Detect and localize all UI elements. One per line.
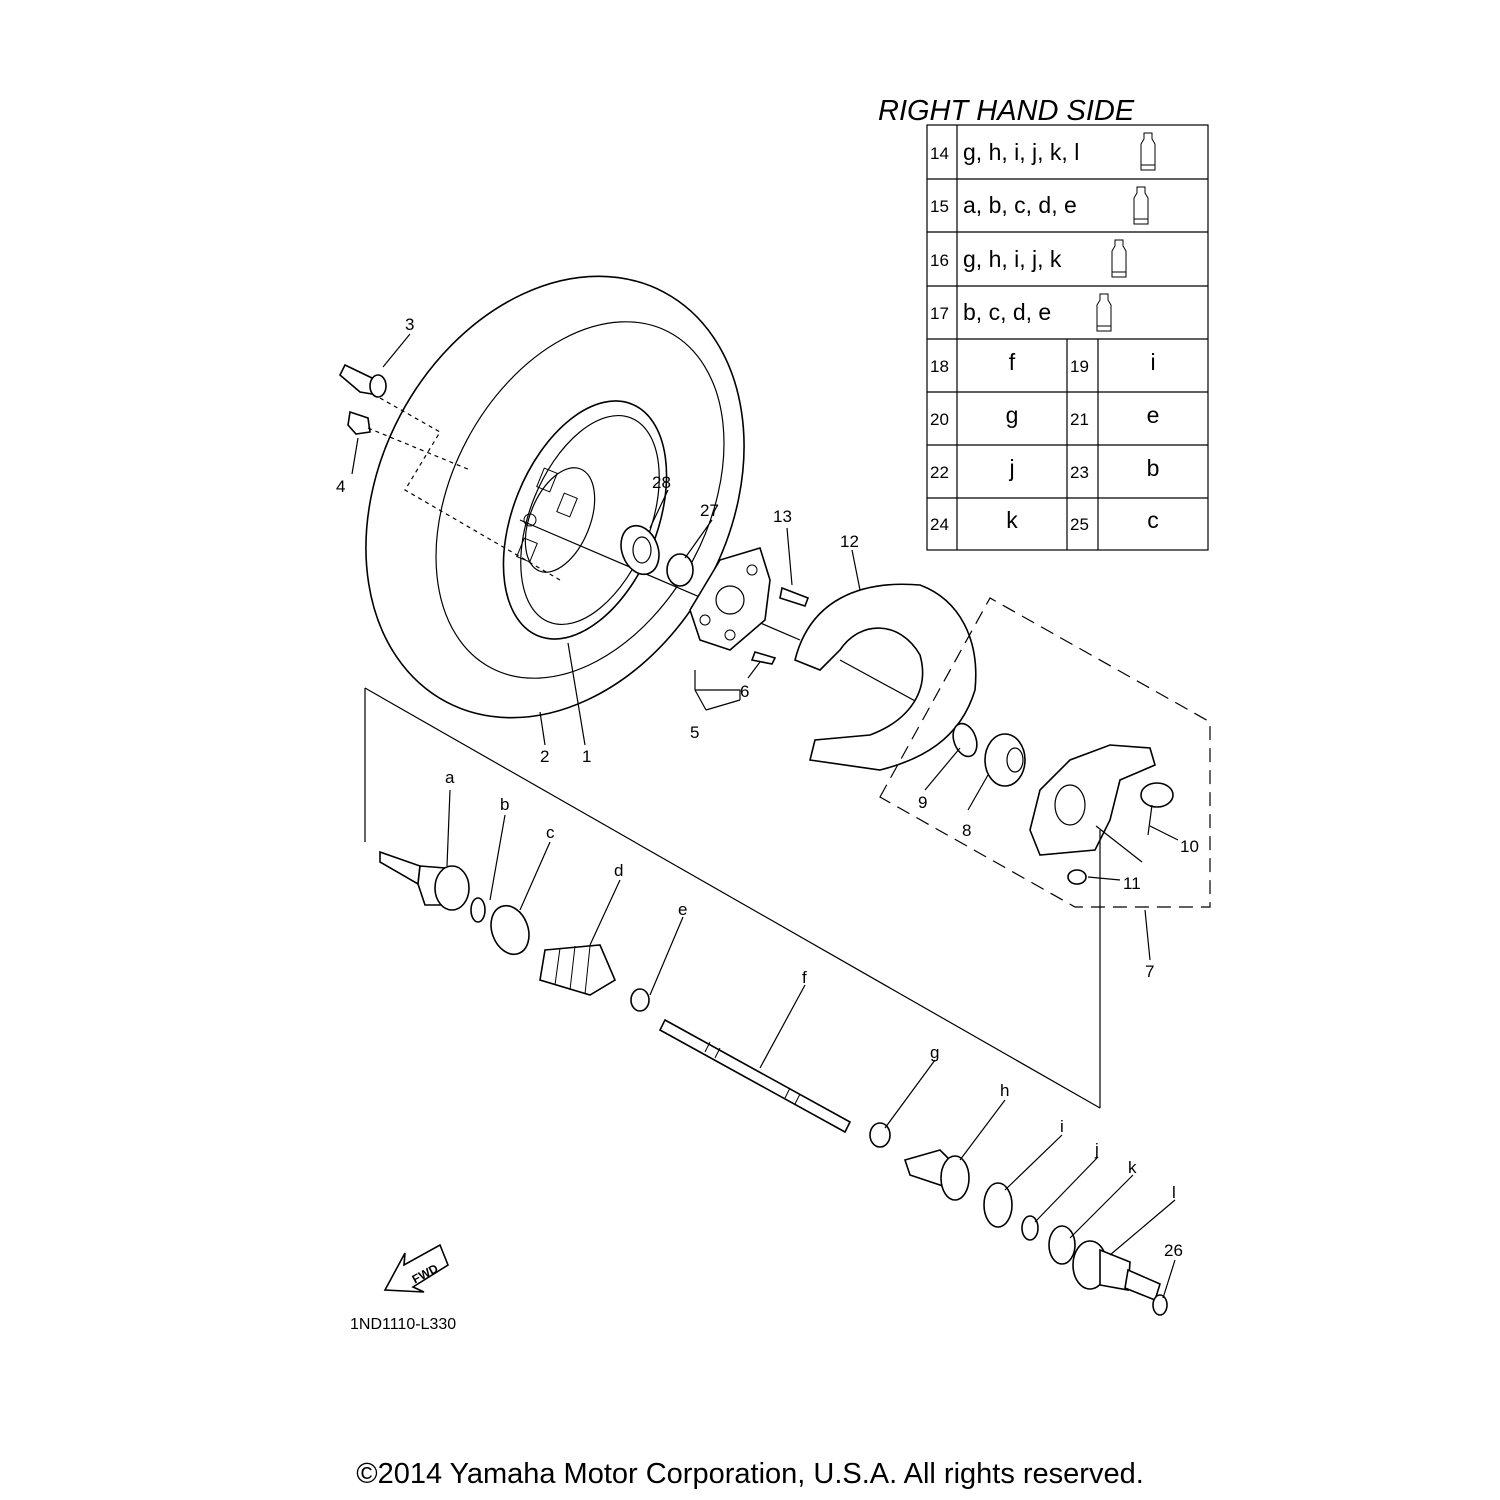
circlip-j bbox=[1022, 1216, 1038, 1240]
callout-d: d bbox=[614, 861, 624, 880]
bolt-6 bbox=[752, 652, 775, 664]
callout-6: 6 bbox=[740, 682, 750, 701]
callout-1: 1 bbox=[582, 747, 592, 766]
callout-27: 27 bbox=[700, 501, 719, 520]
row-value-left: f bbox=[1008, 349, 1016, 375]
joint-a bbox=[380, 852, 469, 910]
boot-d bbox=[540, 945, 615, 995]
circlip-11 bbox=[1068, 870, 1086, 884]
shaft-f bbox=[660, 1020, 850, 1132]
ball-joint-10 bbox=[1141, 783, 1173, 835]
valve-nut bbox=[348, 412, 370, 434]
collar-27 bbox=[667, 554, 693, 586]
callout-b: b bbox=[500, 795, 510, 814]
callout-26: 26 bbox=[1164, 1241, 1183, 1260]
table-row-14 bbox=[930, 133, 1155, 170]
callout-h: h bbox=[1000, 1081, 1010, 1100]
row-number-right: 19 bbox=[1070, 357, 1089, 376]
row-number-right: 25 bbox=[1070, 515, 1089, 534]
row-number: 15 bbox=[930, 197, 949, 216]
bolt-13 bbox=[780, 588, 808, 606]
table-row-22-23 bbox=[930, 455, 1159, 482]
callout-j: j bbox=[1095, 1140, 1099, 1159]
valve-stem bbox=[340, 365, 386, 397]
row-parts: g, h, i, j, k, l bbox=[963, 139, 1080, 165]
callout-10: 10 bbox=[1180, 837, 1199, 856]
diagram-code: 1ND1110-L330 bbox=[350, 1316, 457, 1333]
callout-5: 5 bbox=[690, 723, 700, 742]
grease-tube-icon bbox=[1141, 133, 1155, 170]
band-g bbox=[870, 1123, 890, 1147]
row-parts: a, b, c, d, e bbox=[963, 192, 1077, 218]
row-value-right: e bbox=[1146, 402, 1160, 428]
bearing-8 bbox=[985, 734, 1025, 786]
row-number: 16 bbox=[930, 251, 949, 270]
row-value-left: g bbox=[1005, 402, 1019, 428]
fwd-arrow bbox=[385, 1245, 448, 1292]
row-number-left: 18 bbox=[930, 357, 949, 376]
row-value-right: c bbox=[1147, 507, 1159, 533]
right-hand-side-table bbox=[878, 95, 1208, 550]
row-number-left: 24 bbox=[930, 515, 949, 534]
callout-13: 13 bbox=[773, 507, 792, 526]
row-parts: b, c, d, e bbox=[963, 299, 1052, 325]
brake-disc-guard bbox=[795, 584, 976, 770]
callout-g: g bbox=[930, 1043, 940, 1062]
row-value-right: b bbox=[1146, 455, 1160, 481]
callout-11: 11 bbox=[1123, 874, 1141, 893]
circlip-b bbox=[471, 898, 485, 922]
callout-12: 12 bbox=[840, 532, 859, 551]
callout-e: e bbox=[678, 900, 688, 919]
ring-k bbox=[1049, 1226, 1075, 1264]
table-row-15 bbox=[930, 187, 1148, 224]
callout-7: 7 bbox=[1145, 962, 1155, 981]
row-number-left: 20 bbox=[930, 410, 949, 429]
table-row-16 bbox=[930, 240, 1126, 277]
band-c bbox=[485, 900, 536, 959]
callout-8: 8 bbox=[962, 821, 972, 840]
grease-tube-icon bbox=[1112, 240, 1126, 277]
table-row-20-21 bbox=[930, 402, 1159, 429]
callout-3: 3 bbox=[405, 315, 415, 334]
copyright-notice: ©2014 Yamaha Motor Corporation, U.S.A. All rights reserved. bbox=[356, 1458, 1144, 1490]
callout-i: i bbox=[1060, 1117, 1064, 1136]
band-i bbox=[984, 1183, 1012, 1227]
table-row-24-25 bbox=[930, 507, 1159, 534]
fwd-label: FWD bbox=[409, 1261, 441, 1287]
grease-tube-icon bbox=[1134, 187, 1148, 224]
callout-4: 4 bbox=[336, 477, 346, 496]
row-parts: g, h, i, j, k bbox=[963, 246, 1062, 272]
row-number: 14 bbox=[930, 144, 949, 163]
callout-2: 2 bbox=[540, 747, 550, 766]
row-number-right: 21 bbox=[1070, 410, 1089, 429]
callout-a: a bbox=[445, 768, 455, 787]
callout-k: k bbox=[1128, 1158, 1137, 1177]
callout-28: 28 bbox=[652, 473, 671, 492]
row-number: 17 bbox=[930, 304, 949, 323]
band-e bbox=[631, 989, 649, 1011]
row-number-right: 23 bbox=[1070, 463, 1089, 482]
circlip-26 bbox=[1153, 1295, 1167, 1315]
table-title: RIGHT HAND SIDE bbox=[878, 95, 1135, 127]
grease-tube-icon bbox=[1097, 294, 1111, 331]
row-value-left: k bbox=[1006, 507, 1018, 533]
table-row-18-19 bbox=[930, 349, 1156, 376]
steering-knuckle bbox=[1030, 745, 1155, 855]
callout-9: 9 bbox=[918, 793, 928, 812]
boot-h bbox=[905, 1150, 969, 1200]
callout-c: c bbox=[546, 823, 555, 842]
callout-f: f bbox=[802, 968, 807, 987]
row-number-left: 22 bbox=[930, 463, 949, 482]
row-value-right: i bbox=[1150, 349, 1156, 375]
callout-l: l bbox=[1172, 1183, 1176, 1202]
row-value-left: j bbox=[1009, 455, 1015, 481]
